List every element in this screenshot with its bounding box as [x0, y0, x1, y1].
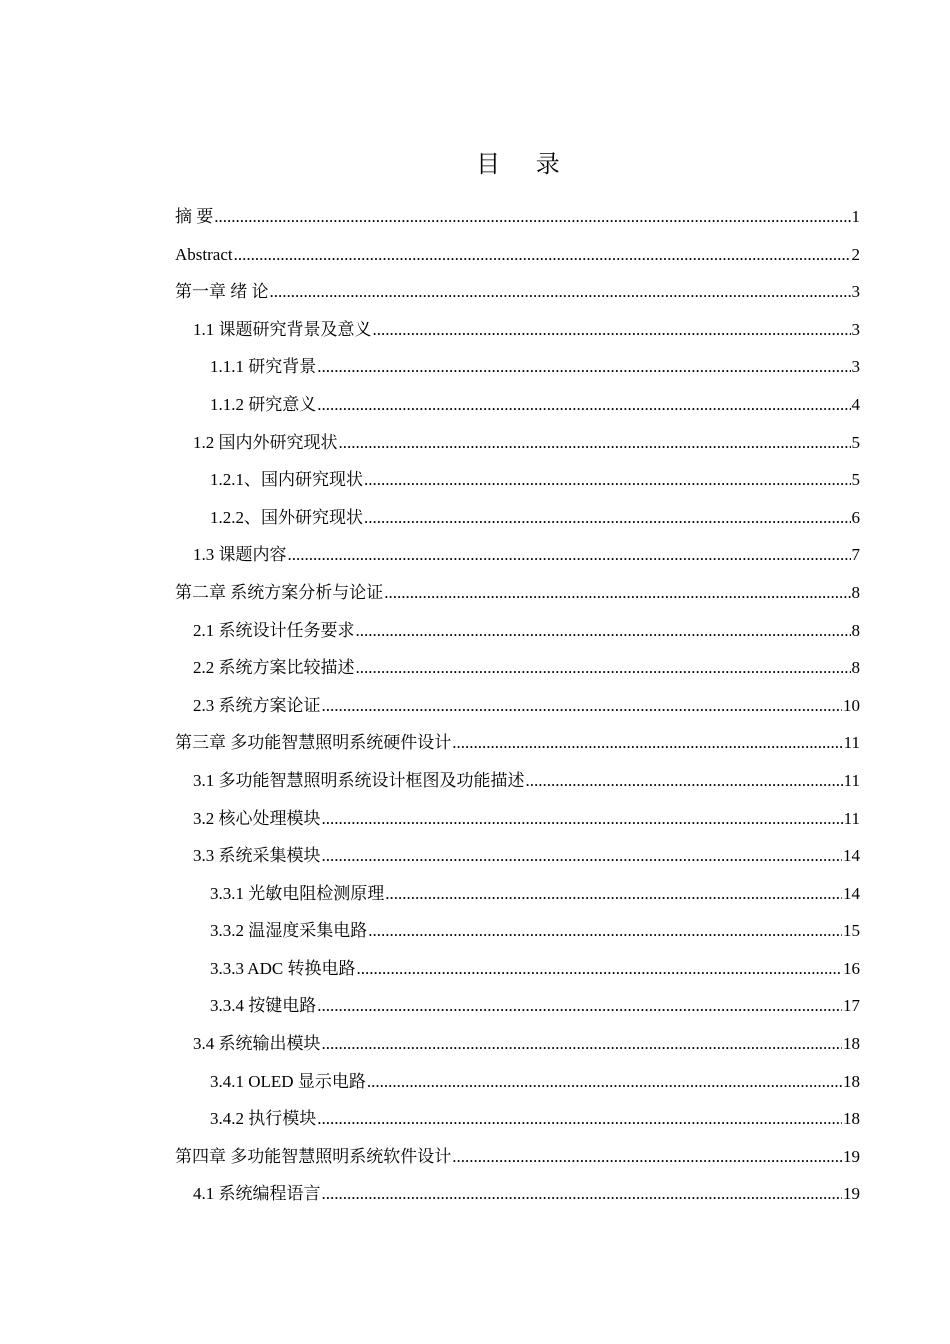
toc-dot-leader	[356, 649, 851, 687]
toc-entry-label: 3.3.4 按键电路	[210, 996, 317, 1016]
toc-entry-label: 4.1 系统编程语言	[193, 1184, 321, 1204]
toc-entry-label: 第四章 多功能智慧照明系统软件设计	[175, 1146, 452, 1166]
toc-entry-label: Abstract	[175, 244, 233, 264]
toc-entry[interactable]	[175, 687, 860, 725]
toc-entry-page-number: 8	[851, 620, 860, 640]
toc-entry-page-number: 15	[843, 921, 860, 941]
toc-entry[interactable]	[175, 461, 860, 499]
table-of-contents	[175, 198, 860, 1213]
toc-dot-leader	[373, 311, 851, 349]
toc-entry-label: 3.3.2 温湿度采集电路	[210, 921, 368, 941]
toc-entry-page-number: 3	[851, 282, 860, 302]
toc-dot-leader	[385, 875, 842, 913]
toc-entry[interactable]	[175, 311, 860, 349]
toc-dot-leader	[270, 273, 851, 311]
toc-entry-page-number: 1	[851, 207, 860, 226]
toc-entry-page-number: 4	[851, 394, 860, 414]
toc-dot-leader	[364, 499, 851, 537]
toc-entry-label: 1.2.2、国外研究现状	[210, 507, 363, 527]
toc-entry[interactable]	[175, 800, 860, 838]
toc-entry-label: 3.4.2 执行模块	[210, 1109, 317, 1129]
toc-dot-leader	[234, 236, 851, 274]
toc-entry-page-number: 16	[843, 958, 860, 978]
toc-entry[interactable]	[175, 987, 860, 1025]
toc-entry[interactable]	[175, 273, 860, 311]
toc-dot-leader	[317, 987, 842, 1025]
toc-entry[interactable]	[175, 762, 860, 800]
toc-dot-leader	[322, 687, 843, 725]
toc-entry-page-number: 8	[851, 658, 860, 678]
toc-dot-leader	[317, 348, 850, 386]
toc-entry-label: 第二章 系统方案分析与论证	[175, 582, 384, 602]
toc-entry-page-number: 5	[851, 470, 860, 490]
toc-dot-leader	[384, 574, 850, 612]
toc-dot-leader	[368, 912, 842, 950]
toc-dot-leader	[452, 724, 842, 762]
toc-entry-page-number: 18	[843, 1071, 860, 1091]
toc-entry-page-number: 11	[843, 770, 860, 790]
toc-entry-page-number: 18	[843, 1034, 860, 1054]
toc-entry[interactable]	[175, 1138, 860, 1176]
toc-entry-page-number: 11	[843, 733, 860, 753]
toc-entry[interactable]	[175, 612, 860, 650]
toc-entry[interactable]	[175, 1175, 860, 1213]
toc-entry-label: 第三章 多功能智慧照明系统硬件设计	[175, 733, 452, 753]
toc-entry[interactable]	[175, 950, 860, 988]
toc-entry-label: 3.3.3 ADC 转换电路	[210, 958, 356, 978]
toc-entry[interactable]	[175, 348, 860, 386]
toc-entry[interactable]	[175, 1100, 860, 1138]
toc-entry-label: 2.1 系统设计任务要求	[193, 620, 355, 640]
toc-entry-label: 2.2 系统方案比较描述	[193, 658, 355, 678]
toc-entry-page-number: 14	[843, 846, 860, 866]
toc-entry[interactable]	[175, 837, 860, 875]
toc-entry-page-number: 19	[843, 1184, 860, 1204]
toc-dot-leader	[288, 536, 851, 574]
toc-entry-label: 1.2 国内外研究现状	[193, 432, 338, 452]
toc-dot-leader	[526, 762, 843, 800]
toc-entry-label: 3.4 系统输出模块	[193, 1034, 321, 1054]
toc-entry-label: 3.3.1 光敏电阻检测原理	[210, 883, 385, 903]
toc-entry-label: 1.2.1、国内研究现状	[210, 470, 363, 490]
toc-dot-leader	[322, 1175, 843, 1213]
toc-entry-page-number: 2	[851, 244, 860, 264]
toc-entry-label: 摘 要	[175, 207, 214, 226]
toc-entry-page-number: 3	[851, 319, 860, 339]
toc-dot-leader	[317, 1100, 842, 1138]
toc-entry-label: 1.1.1 研究背景	[210, 357, 317, 377]
toc-entry-label: 1.1 课题研究背景及意义	[193, 319, 372, 339]
toc-entry[interactable]	[175, 1063, 860, 1101]
toc-entry-page-number: 3	[851, 357, 860, 377]
toc-entry-label: 第一章 绪 论	[175, 282, 269, 302]
toc-entry[interactable]	[175, 724, 860, 762]
toc-entry-label: 1.1.2 研究意义	[210, 394, 317, 414]
toc-entry[interactable]	[175, 912, 860, 950]
toc-entry-page-number: 7	[851, 545, 860, 565]
toc-dot-leader	[364, 461, 851, 499]
toc-entry-page-number: 8	[851, 582, 860, 602]
toc-entry[interactable]	[175, 198, 860, 236]
toc-entry[interactable]	[175, 649, 860, 687]
toc-dot-leader	[339, 424, 851, 462]
toc-entry-page-number: 17	[843, 996, 860, 1016]
toc-dot-leader	[452, 1138, 842, 1176]
toc-dot-leader	[317, 386, 850, 424]
toc-entry-page-number: 11	[843, 808, 860, 828]
toc-dot-leader	[356, 612, 851, 650]
toc-entry-page-number: 6	[851, 507, 860, 527]
toc-entry[interactable]	[175, 536, 860, 574]
toc-entry-label: 1.3 课题内容	[193, 545, 287, 565]
toc-entry-page-number: 18	[843, 1109, 860, 1129]
toc-entry-label: 3.1 多功能智慧照明系统设计框图及功能描述	[193, 770, 525, 790]
toc-dot-leader	[214, 198, 850, 236]
toc-entry-page-number: 5	[851, 432, 860, 452]
toc-entry-page-number: 19	[843, 1146, 860, 1166]
page-title: 目 录	[476, 150, 574, 178]
toc-entry[interactable]	[175, 386, 860, 424]
toc-dot-leader	[322, 1025, 843, 1063]
toc-entry[interactable]	[175, 424, 860, 462]
toc-entry[interactable]	[175, 1025, 860, 1063]
toc-entry[interactable]	[175, 499, 860, 537]
toc-entry-page-number: 14	[843, 883, 860, 903]
toc-entry[interactable]	[175, 875, 860, 913]
toc-dot-leader	[367, 1063, 842, 1101]
toc-dot-leader	[322, 800, 843, 838]
toc-entry-label: 2.3 系统方案论证	[193, 695, 321, 715]
toc-dot-leader	[356, 950, 842, 988]
toc-entry[interactable]	[175, 574, 860, 612]
toc-dot-leader	[322, 837, 843, 875]
toc-entry-label: 3.4.1 OLED 显示电路	[210, 1071, 366, 1091]
toc-entry[interactable]	[175, 236, 860, 274]
toc-entry-label: 3.2 核心处理模块	[193, 808, 321, 828]
toc-entry-label: 3.3 系统采集模块	[193, 846, 321, 866]
toc-entry-page-number: 10	[843, 695, 860, 715]
